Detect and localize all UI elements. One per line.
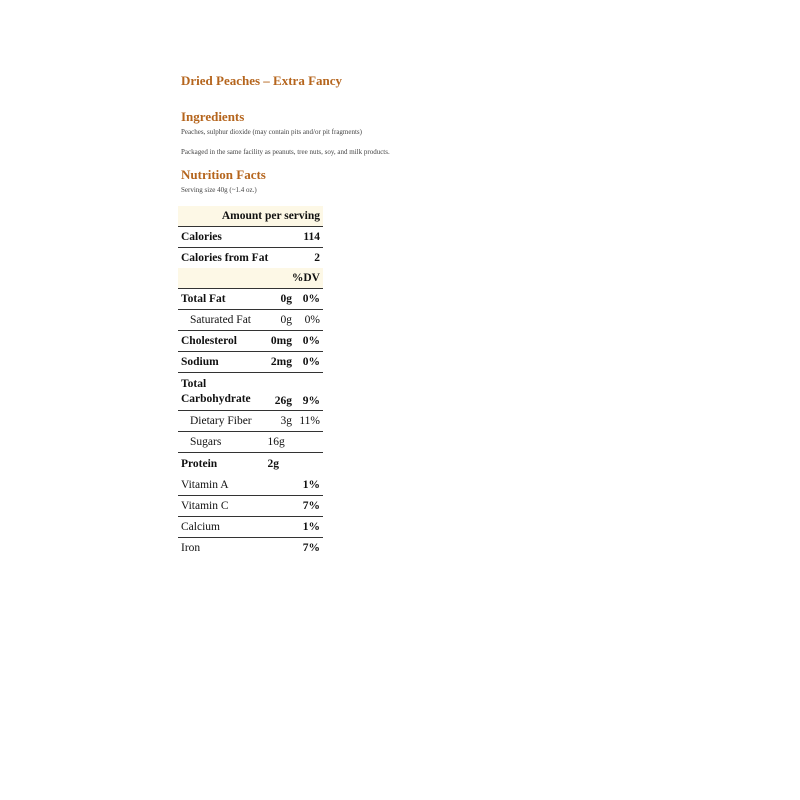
nutrient-amount: 26g xyxy=(264,373,295,411)
ingredients-text: Peaches, sulphur dioxide (may contain pits and/or pit fragments) xyxy=(181,128,362,136)
nutrient-row-sodium xyxy=(178,352,323,373)
ingredients-heading: Ingredients xyxy=(181,109,245,124)
vitamin-dv: 7% xyxy=(302,542,320,554)
calories-label: Calories xyxy=(178,227,295,248)
nutrient-amount: 2mg xyxy=(264,352,295,373)
nutrient-label-line1: Total xyxy=(181,378,207,390)
nutrient-dv: 0% xyxy=(295,352,323,373)
nutrient-row-total-fat xyxy=(178,289,323,310)
nutrient-row-dietary-fiber xyxy=(178,411,323,432)
nutrient-dv: 0% xyxy=(295,310,323,331)
nutrient-dv: 0% xyxy=(295,289,323,310)
vitamin-dv: 7% xyxy=(295,496,323,517)
nutrient-row-sugars xyxy=(178,432,323,453)
amount-per-serving-header: Amount per serving xyxy=(178,206,323,227)
nutrition-facts-table xyxy=(178,206,323,558)
nutrient-dv: 9% xyxy=(295,373,323,411)
nutrition-facts-heading: Nutrition Facts xyxy=(181,167,266,182)
vitamin-dv: 1% xyxy=(295,475,323,496)
vitamin-label: Iron xyxy=(181,542,201,554)
nutrient-row-cholesterol xyxy=(178,331,323,352)
nutrient-label: Total Fat xyxy=(178,289,264,310)
nutrient-label: Sugars xyxy=(178,432,264,453)
allergen-facility-note: Packaged in the same facility as peanuts, tree nuts, soy, and milk products. xyxy=(181,148,390,156)
calories-from-fat-value: 2 xyxy=(314,252,320,264)
nutrient-row-protein xyxy=(178,453,323,476)
vitamin-label: Vitamin C xyxy=(178,496,295,517)
nutrient-dv: 0% xyxy=(295,331,323,352)
vitamin-row-iron xyxy=(178,538,323,559)
nutrient-row-saturated-fat xyxy=(178,310,323,331)
vitamin-row-calcium xyxy=(178,517,323,538)
nutrient-label: Sodium xyxy=(178,352,264,373)
nutrient-dv xyxy=(295,453,323,476)
nutrient-label-line2: Carbohydrate xyxy=(181,393,251,405)
vitamin-label: Calcium xyxy=(178,517,295,538)
serving-size: Serving size 40g (~1.4 oz.) xyxy=(181,186,257,194)
calories-from-fat-label: Calories from Fat xyxy=(181,252,269,264)
amount-header-row xyxy=(178,206,323,227)
nutrient-amount: 0g xyxy=(264,310,295,331)
nutrient-label: Dietary Fiber xyxy=(178,411,264,432)
nutrient-amount: 0mg xyxy=(264,331,295,352)
product-title: Dried Peaches – Extra Fancy xyxy=(181,73,343,88)
nutrient-dv: 11% xyxy=(295,411,323,432)
nutrient-dv xyxy=(295,432,323,453)
vitamin-row-vitamin-a xyxy=(178,475,323,496)
nutrient-amount: 0g xyxy=(264,289,295,310)
dv-header: %DV xyxy=(178,268,323,289)
vitamin-dv: 1% xyxy=(295,517,323,538)
nutrient-label: Protein xyxy=(181,458,218,470)
nutrient-label xyxy=(178,373,264,411)
vitamin-row-vitamin-c xyxy=(178,496,323,517)
dv-header-row xyxy=(178,268,323,289)
calories-from-fat-row xyxy=(178,248,323,269)
nutrient-amount: 2g xyxy=(267,458,279,470)
calories-row xyxy=(178,227,323,248)
nutrient-amount: 3g xyxy=(264,411,295,432)
nutrient-label: Saturated Fat xyxy=(178,310,264,331)
nutrient-amount: 16g xyxy=(264,432,295,453)
nutrient-row-total-carbohydrate xyxy=(178,373,323,411)
nutrient-label: Cholesterol xyxy=(178,331,264,352)
calories-value: 114 xyxy=(295,227,323,248)
vitamin-label: Vitamin A xyxy=(178,475,295,496)
